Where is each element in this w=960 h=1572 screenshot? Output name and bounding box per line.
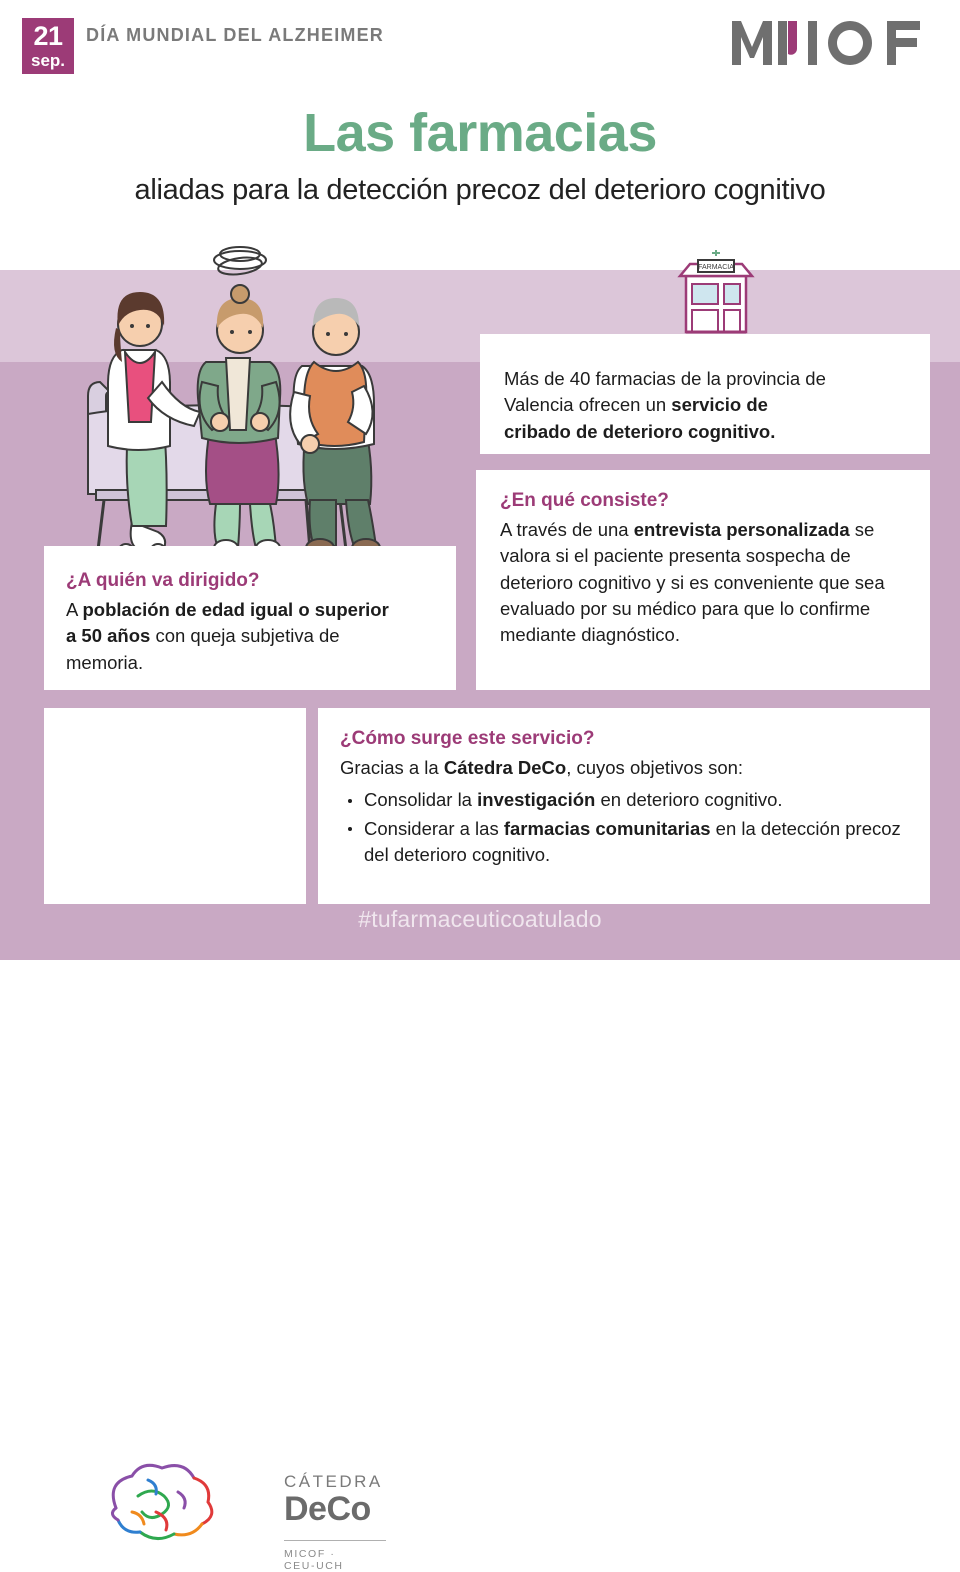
target-heading: ¿A quién va dirigido? (66, 570, 260, 591)
what-bold1: entrevista (633, 519, 722, 540)
main-title: Las farmacias (303, 103, 657, 163)
bullet-1-post: en deterioro cognitivo. (595, 789, 783, 811)
deco-divider (284, 1540, 386, 1541)
page-title: DÍA MUNDIAL DEL ALZHEIMER (86, 25, 384, 45)
target-mid: con queja subjetiva de (150, 625, 340, 647)
card-target-audience (44, 546, 456, 690)
bullet-2-pre: Considerar a las (364, 817, 504, 839)
pharmacy-sign-label: FARMACIA (698, 264, 734, 271)
origin-bold1: Cátedra DeCo (443, 757, 567, 778)
pharmacies-line2: Valencia ofrecen un (504, 394, 672, 416)
date-month: sep. (30, 51, 66, 70)
origin-text (340, 755, 914, 868)
origin-post: , cuyos objetivos son: (566, 757, 744, 778)
card-pharmacies-text (504, 366, 906, 445)
pharmacies-bold2: cribado de deterioro cognitivo. (504, 420, 776, 442)
deco-logo-text (284, 1472, 383, 1529)
header (0, 0, 960, 88)
pharmacies-line1: Más de 40 farmacias de la provincia de (504, 368, 826, 389)
target-text (66, 597, 436, 676)
origin-heading: ¿Cómo surge este servicio? (340, 728, 595, 749)
what-post: se valora si el paciente presenta sospecha de deterioro cognitivo y si es conveniente que sea evaluado por su médico para que lo confirme mediante diagnóstico. (500, 519, 885, 646)
pharmacies-bold1: servicio de (671, 394, 768, 416)
bullet-dot-icon (348, 827, 352, 831)
list-item (340, 787, 914, 813)
target-bold2: a 50 años (66, 625, 151, 647)
list-item (340, 816, 914, 869)
what-bold2: personalizada (726, 519, 850, 540)
bullet-2-bold: farmacias comunitarias (503, 817, 711, 839)
catedra-deco-logo (96, 1456, 383, 1572)
what-text (500, 517, 910, 648)
sub-title: aliadas para la detección precoz del deterioro cognitivo (134, 174, 826, 206)
origin-bullet-list (340, 787, 914, 868)
deco-line3: MICOF · CEU-UCH (284, 1548, 344, 1572)
target-post: memoria. (66, 651, 144, 673)
card-pharmacies (480, 334, 930, 454)
deco-line1: CÁTEDRA (284, 1472, 383, 1491)
what-pre: A través de una (500, 519, 634, 540)
pharmacist-with-elderly-couple-illustration (70, 232, 490, 562)
bullet-1-bold: investigación (477, 789, 596, 811)
deco-line2: DeCo (284, 1490, 371, 1528)
card-what-is-it (476, 470, 930, 690)
bullet-1-pre: Consolidar la (364, 789, 478, 811)
target-pre: A (66, 599, 83, 620)
origin-pre: Gracias a la (340, 757, 444, 778)
micof-logo (732, 20, 932, 68)
card-deco-logo (44, 708, 383, 1572)
bullet-dot-icon (348, 799, 352, 803)
date-badge (22, 18, 74, 74)
card-service-origin (318, 708, 930, 904)
bullet-2-post: en la detección precoz del deterioro cognitivo. (364, 817, 901, 865)
date-day: 21 (33, 21, 63, 51)
target-bold1: población de edad igual o superior (82, 599, 389, 620)
pharmacy-storefront-icon (672, 246, 760, 342)
what-heading: ¿En qué consiste? (500, 490, 669, 511)
footer-hashtag: #tufarmaceuticoatulado (358, 906, 602, 932)
